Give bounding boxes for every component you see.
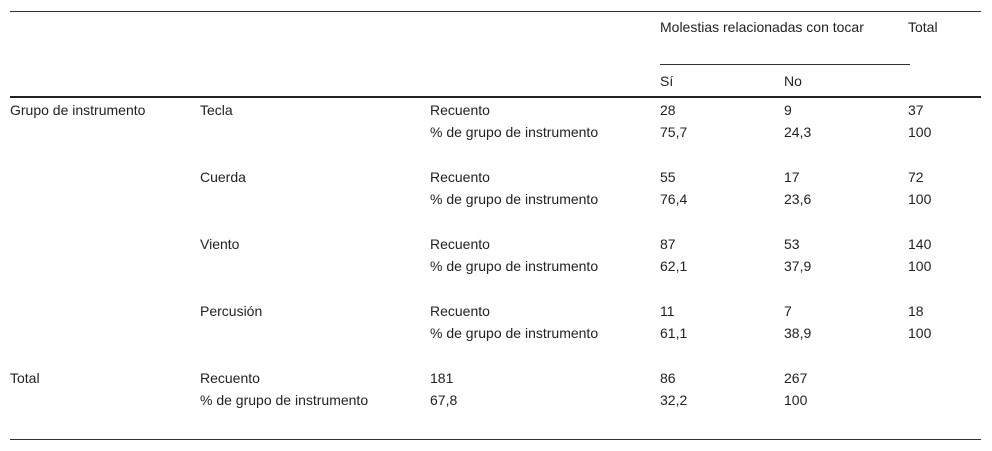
cell-value: 86 [660, 370, 676, 386]
total-row-label: Total [10, 370, 40, 386]
header-group-label: Molestias relacionadas con tocar [660, 19, 864, 35]
stat-label: Recuento [430, 236, 490, 252]
cell-value: 17 [784, 169, 800, 185]
cell-value: 37 [908, 102, 924, 118]
stat-label: % de grupo de instrumento [430, 124, 599, 140]
cell-value: 100 [784, 392, 808, 408]
cell-value: 32,2 [660, 392, 688, 408]
stat-label: % de grupo de instrumento [200, 392, 369, 408]
cell-value: 100 [908, 325, 932, 341]
cell-value: 28 [660, 102, 676, 118]
cell-value: 75,7 [660, 124, 688, 140]
cell-value: 18 [908, 303, 924, 319]
group-name: Viento [200, 236, 240, 252]
cell-value: 37,9 [784, 258, 812, 274]
header-no: No [784, 73, 802, 89]
cell-value: 267 [784, 370, 808, 386]
header-group-underline [660, 64, 910, 65]
cell-value: 23,6 [784, 191, 812, 207]
stat-label: Recuento [430, 303, 490, 319]
cell-value: 11 [660, 303, 675, 319]
cell-value: 62,1 [660, 258, 688, 274]
group-name: Tecla [200, 102, 233, 118]
header-total: Total [908, 19, 938, 35]
stat-label: Recuento [200, 370, 260, 386]
row-stub-label: Grupo de instrumento [10, 102, 146, 118]
cell-value: 9 [784, 102, 792, 118]
cell-value: 7 [784, 303, 792, 319]
stat-label: Recuento [430, 169, 490, 185]
header-rule [10, 96, 981, 98]
cell-value: 61,1 [660, 325, 688, 341]
stat-label: % de grupo de instrumento [430, 258, 599, 274]
group-name: Cuerda [200, 169, 246, 185]
cell-value: 100 [908, 124, 932, 140]
cell-value: 55 [660, 169, 676, 185]
group-name: Percusión [200, 303, 263, 319]
stat-label: % de grupo de instrumento [430, 325, 599, 341]
cell-value: 87 [660, 236, 676, 252]
cell-value: 140 [908, 236, 932, 252]
cell-value: 53 [784, 236, 800, 252]
cell-value: 72 [908, 169, 924, 185]
header-si: Sí [660, 73, 674, 89]
cell-value: 76,4 [660, 191, 688, 207]
cell-value: 100 [908, 258, 932, 274]
cell-value: 100 [908, 191, 932, 207]
stat-label: Recuento [430, 102, 490, 118]
cell-value: 24,3 [784, 124, 812, 140]
cell-value: 181 [430, 370, 454, 386]
cell-value: 38,9 [784, 325, 812, 341]
stat-label: % de grupo de instrumento [430, 191, 599, 207]
cell-value: 67,8 [430, 392, 458, 408]
